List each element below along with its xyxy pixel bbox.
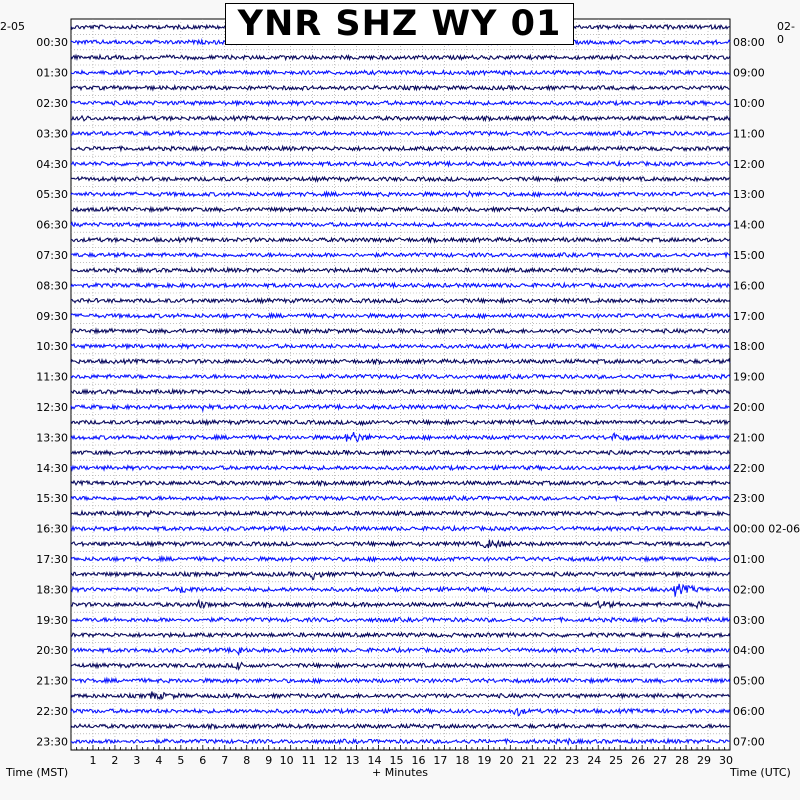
x-tick-label: 18: [455, 754, 470, 767]
left-time-label: 22:30: [36, 705, 68, 718]
x-tick-label: 8: [243, 754, 251, 767]
x-tick-label: 27: [653, 754, 668, 767]
right-time-label: 03:00: [733, 613, 765, 627]
x-tick-label: 26: [631, 754, 646, 767]
x-tick-label: 6: [199, 754, 207, 767]
x-tick-label: 9: [265, 754, 273, 767]
chart-title: YNR SHZ WY 01: [225, 3, 574, 45]
right-time-label: 09:00: [733, 66, 765, 80]
x-tick-label: 28: [675, 754, 690, 767]
right-time-label: 10:00: [733, 97, 765, 110]
left-time-label: 02:30: [36, 97, 68, 110]
right-time-label: 08:00: [733, 36, 765, 50]
right-time-label: 07:00: [733, 735, 765, 749]
left-time-label: 10:30: [36, 340, 68, 354]
x-tick-label: 14: [367, 754, 382, 767]
x-tick-label: 30: [719, 754, 733, 767]
left-time-label: 11:30: [36, 370, 68, 384]
left-time-label: 12:30: [36, 401, 68, 414]
right-time-label: 16:00: [733, 279, 765, 293]
left-time-label: 08:30: [36, 279, 68, 293]
x-tick-label: 23: [565, 754, 580, 767]
left-time-label: 15:30: [36, 492, 68, 506]
x-tick-label: 7: [221, 754, 229, 767]
x-tick-label: 12: [323, 754, 338, 767]
left-time-label: 18:30: [36, 583, 68, 597]
top-left-date: 2-05: [0, 20, 25, 33]
right-time-label: 17:00: [733, 309, 765, 323]
x-tick-label: 20: [499, 754, 514, 767]
left-time-label: 20:30: [36, 644, 68, 658]
left-time-label: 21:30: [36, 674, 68, 688]
right-time-label: 23:00: [733, 492, 765, 506]
right-time-label: 05:00: [733, 674, 765, 688]
x-tick-label: 21: [521, 754, 536, 767]
top-right-date: 02-0: [777, 20, 795, 46]
x-tick-label: 19: [477, 754, 492, 767]
right-time-label: 14:00: [733, 218, 765, 232]
x-label-center: + Minutes: [372, 766, 429, 779]
x-tick-label: 1: [89, 754, 97, 767]
left-time-label: 00:30: [36, 36, 68, 50]
left-time-label: 13:30: [36, 431, 68, 445]
x-tick-label: 29: [697, 754, 712, 767]
right-time-label: 06:00: [733, 705, 765, 718]
right-time-label: 12:00: [733, 157, 765, 171]
x-tick-label: 11: [301, 754, 316, 767]
left-time-label: 05:30: [36, 188, 68, 202]
right-time-label: 19:00: [733, 370, 765, 384]
right-time-label: 15:00: [733, 249, 765, 262]
x-tick-label: 15: [389, 754, 404, 767]
right-time-label: 04:00: [733, 644, 765, 658]
left-time-label: 14:30: [36, 461, 68, 475]
x-tick-label: 2: [111, 754, 119, 767]
x-tick-label: 16: [411, 754, 426, 767]
left-time-label: 07:30: [36, 249, 68, 262]
right-time-label: 02:00: [733, 583, 765, 597]
right-time-label: 13:00: [733, 188, 765, 202]
right-time-label: 01:00: [733, 553, 765, 566]
left-time-label: 17:30: [36, 553, 68, 566]
right-time-label: 00:00 02-06: [733, 522, 800, 536]
right-time-label: 20:00: [733, 401, 765, 414]
left-time-label: 09:30: [36, 309, 68, 323]
x-tick-label: 24: [587, 754, 602, 767]
right-time-label: 11:00: [733, 127, 765, 141]
left-time-labels: [36, 36, 68, 748]
x-tick-label: 17: [433, 754, 448, 767]
x-tick-label: 22: [543, 754, 558, 767]
left-time-label: 19:30: [36, 613, 68, 627]
x-label-right: Time (UTC): [730, 766, 791, 779]
x-tick-label: 3: [133, 754, 141, 767]
right-time-label: 18:00: [733, 340, 765, 354]
right-time-labels: [733, 36, 800, 748]
x-tick-label: 13: [345, 754, 360, 767]
right-time-label: 21:00: [733, 431, 765, 445]
left-time-label: 16:30: [36, 522, 68, 536]
x-tick-label: 4: [155, 754, 163, 767]
x-tick-label: 25: [609, 754, 624, 767]
right-time-label: 22:00: [733, 461, 765, 475]
left-time-label: 01:30: [36, 66, 68, 80]
x-tick-label: 5: [177, 754, 185, 767]
x-tick-label: 10: [279, 754, 294, 767]
left-time-label: 04:30: [36, 157, 68, 171]
x-label-left: Time (MST): [6, 766, 69, 779]
left-time-label: 03:30: [36, 127, 68, 141]
left-time-label: 06:30: [36, 218, 68, 232]
left-time-label: 23:30: [36, 735, 68, 749]
